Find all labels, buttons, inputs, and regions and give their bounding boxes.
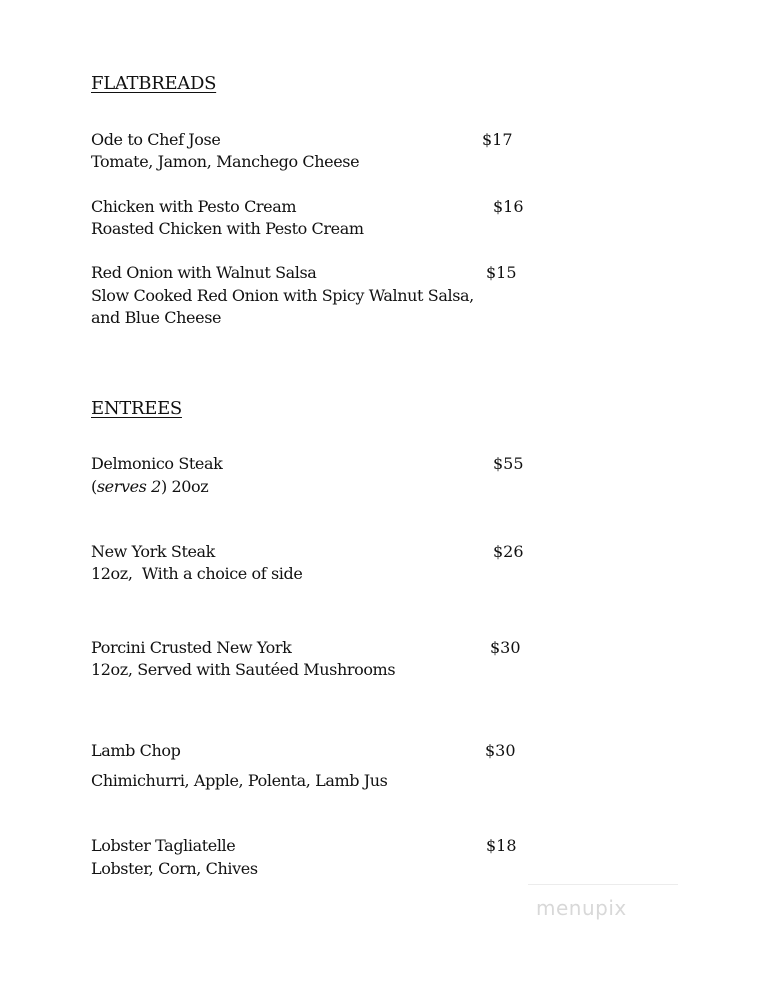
item-description <box>91 476 208 498</box>
item-description: 12oz, Served with Sautéed Mushrooms <box>91 660 396 679</box>
item-price: $15 <box>486 263 517 282</box>
desc-italic: serves 2 <box>96 477 161 496</box>
item-name: New York Steak <box>91 542 215 561</box>
item-price: $30 <box>490 638 521 657</box>
item-price: $18 <box>486 836 517 855</box>
item-name: Red Onion with Walnut Salsa <box>91 263 317 282</box>
watermark-logo: menupix <box>536 896 627 920</box>
item-name: Ode to Chef Jose <box>91 130 221 149</box>
item-price: $26 <box>493 542 524 561</box>
item-description: and Blue Cheese <box>91 308 222 327</box>
item-name: Porcini Crusted New York <box>91 638 292 657</box>
item-description: 12oz, With a choice of side <box>91 564 303 583</box>
item-description: Tomate, Jamon, Manchego Cheese <box>91 152 360 171</box>
flatbreads-heading: FLATBREADS <box>91 73 217 94</box>
item-price: $17 <box>482 130 513 149</box>
item-description: Chimichurri, Apple, Polenta, Lamb Jus <box>91 771 388 790</box>
item-name: Lobster Tagliatelle <box>91 836 236 855</box>
watermark-rule <box>528 884 678 885</box>
desc-prefix: ( <box>91 477 97 496</box>
item-name: Lamb Chop <box>91 741 181 760</box>
item-price: $55 <box>493 454 524 473</box>
entrees-heading: ENTREES <box>91 398 182 419</box>
item-description: Lobster, Corn, Chives <box>91 859 258 878</box>
item-name: Chicken with Pesto Cream <box>91 197 297 216</box>
item-price: $30 <box>485 741 516 760</box>
item-price: $16 <box>493 197 524 216</box>
item-description: Slow Cooked Red Onion with Spicy Walnut Salsa, <box>91 286 474 305</box>
item-description: Roasted Chicken with Pesto Cream <box>91 219 364 238</box>
item-name: Delmonico Steak <box>91 454 223 473</box>
desc-suffix: ) 20oz <box>160 477 209 496</box>
